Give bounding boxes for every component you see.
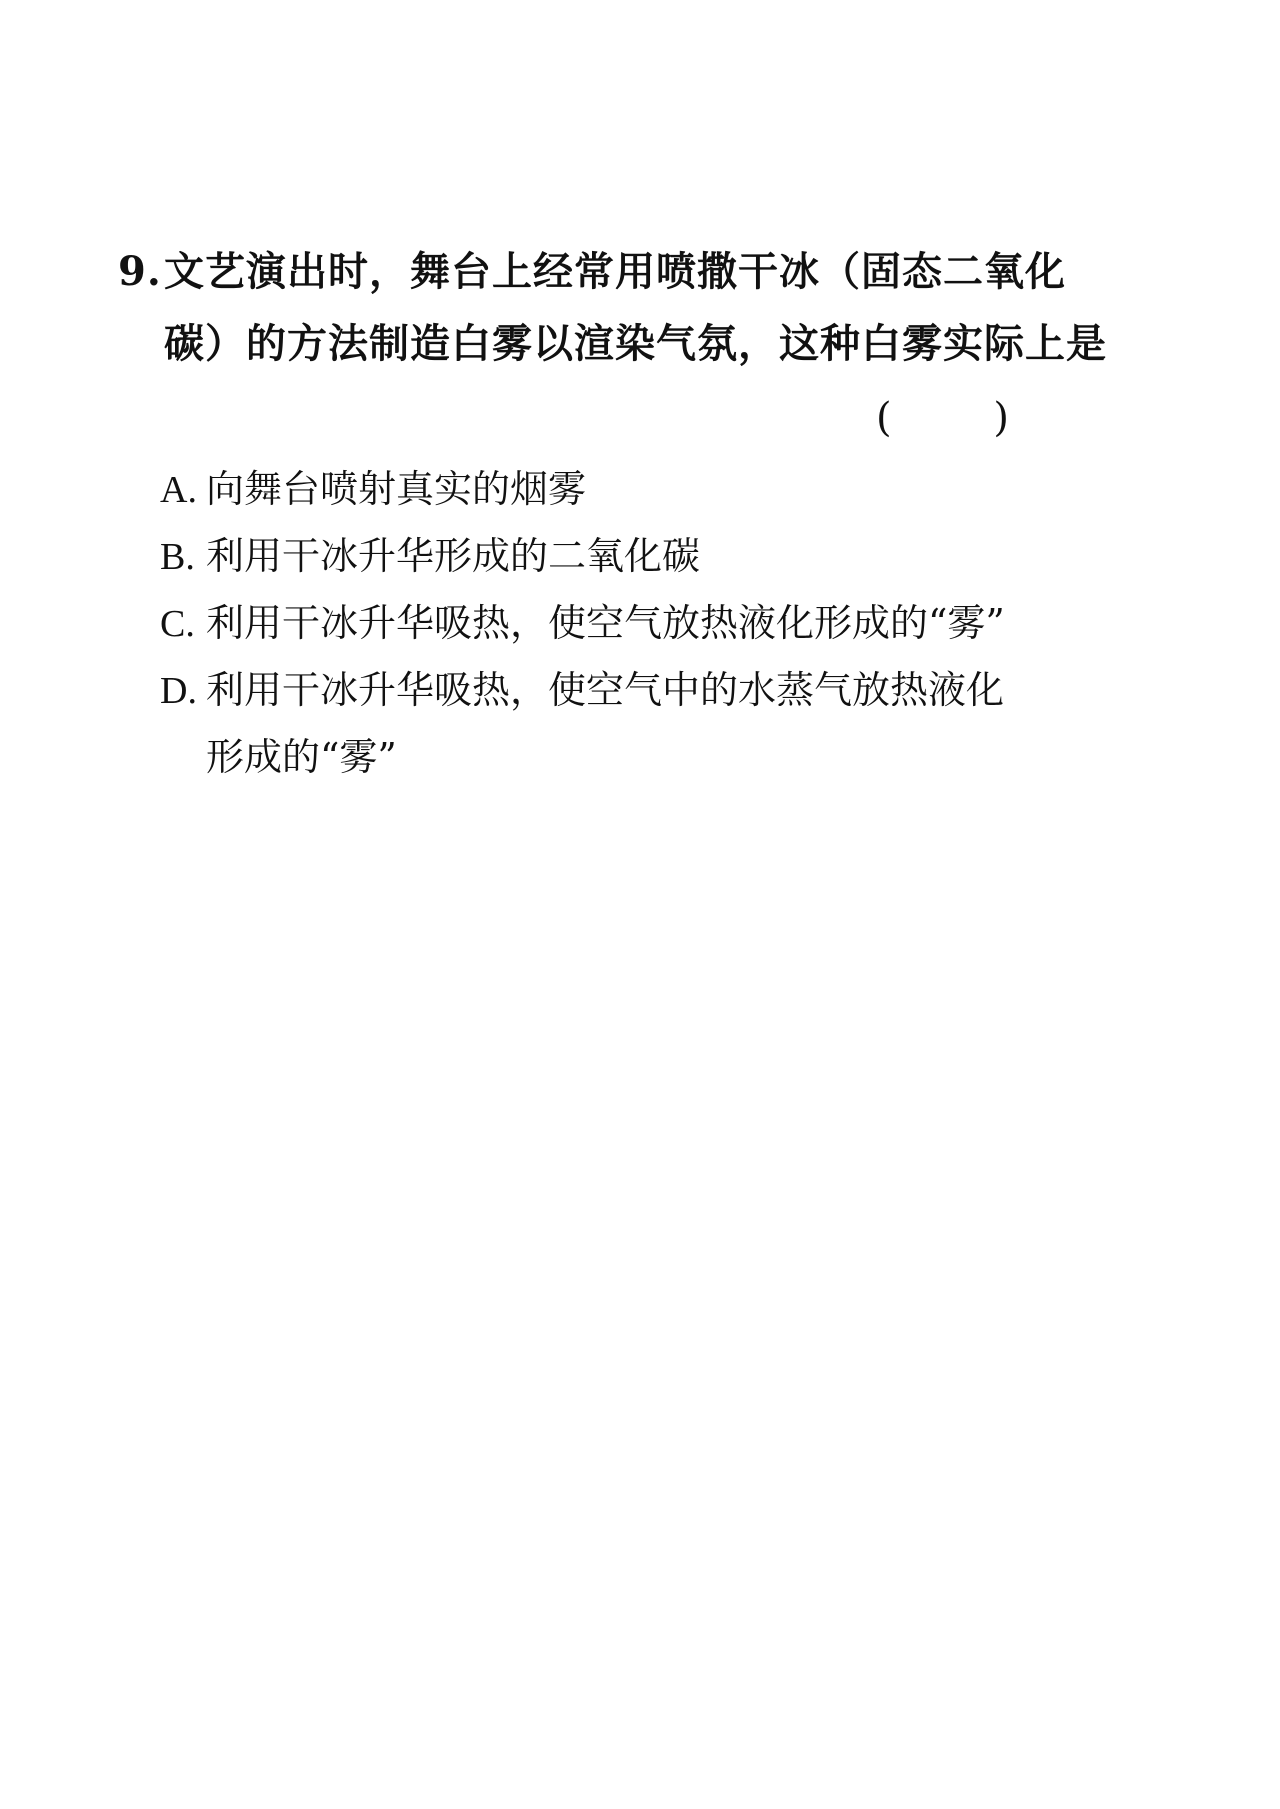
option-text: 利用干冰升华吸热，使空气中的水蒸气放热液化	[206, 668, 1005, 712]
option-letter: A.	[160, 469, 197, 511]
option-text: 利用干冰升华形成的二氧化碳	[206, 534, 701, 578]
option-letter: C.	[160, 603, 195, 645]
question-number: 9.	[118, 248, 162, 295]
option-text: 向舞台喷射真实的烟雾	[206, 467, 587, 511]
stem-line-2: 碳）的方法制造白雾以渲染气氛，这种白雾实际上是	[164, 320, 1107, 367]
option-d	[160, 657, 1005, 790]
stem-text-1: 文艺演出时，舞台上经常用喷撒干冰（固态二氧化	[164, 248, 1066, 295]
answer-blank: ( )	[876, 395, 1009, 441]
option-c	[160, 590, 1005, 657]
option-text: 利用干冰升华吸热，使空气放热液化形成的“雾”	[206, 601, 1005, 645]
option-b	[160, 523, 1005, 590]
option-letter: D.	[160, 670, 197, 712]
option-letter: B.	[160, 536, 195, 578]
stem-line-1	[118, 236, 1066, 308]
question-block	[118, 236, 1107, 779]
option-a	[160, 456, 1005, 523]
options-list	[160, 456, 1005, 790]
question-stem	[118, 236, 1107, 441]
option-text-continued: 形成的“雾”	[206, 735, 397, 779]
